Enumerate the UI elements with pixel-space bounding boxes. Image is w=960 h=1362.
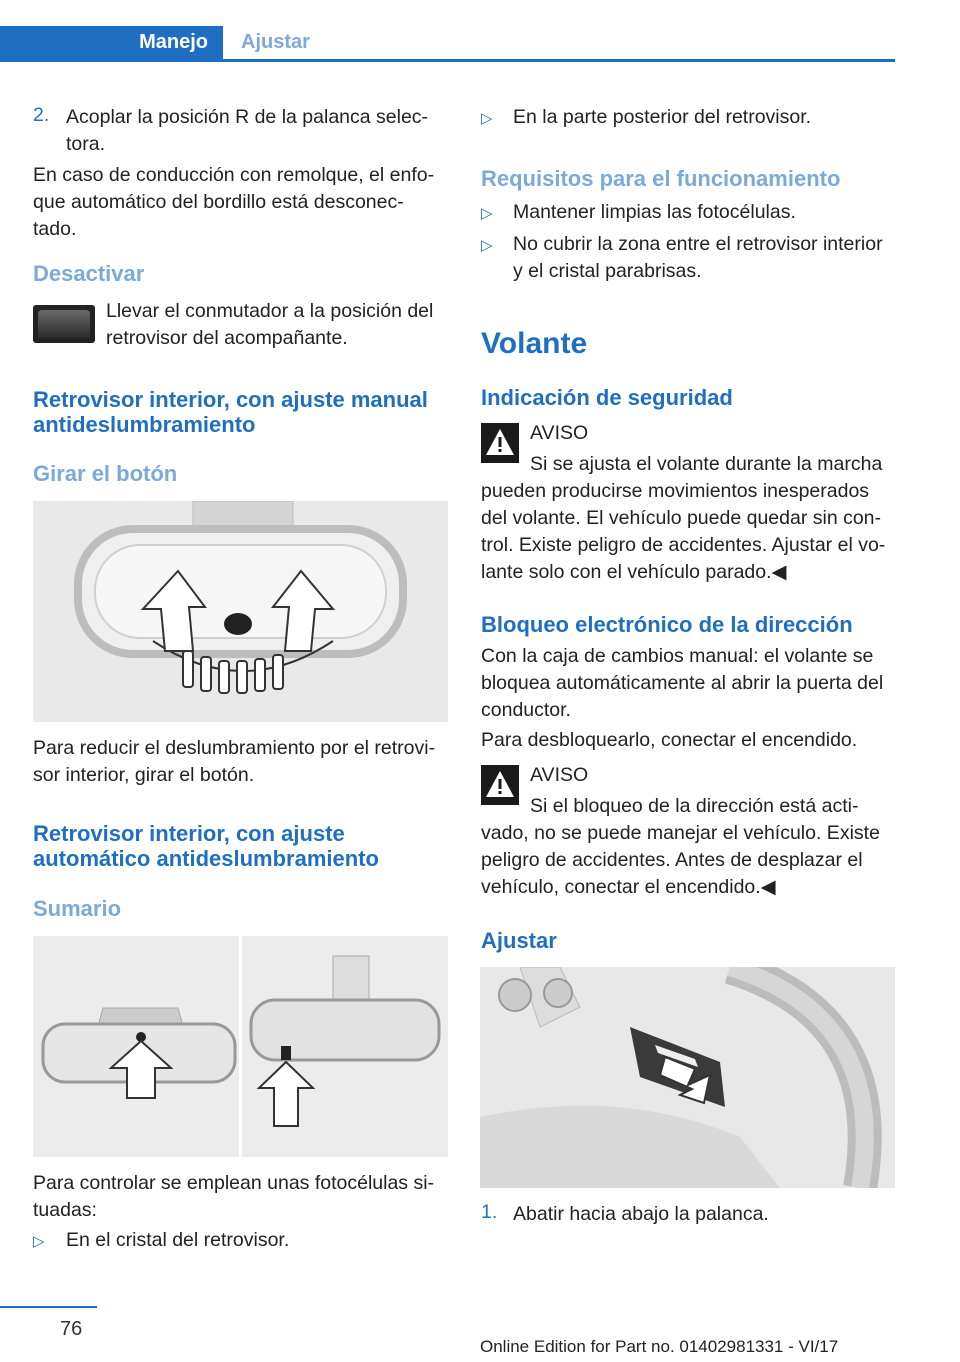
warning-icon (481, 765, 519, 805)
heading-auto: Retrovisor interior, con ajuste (33, 821, 345, 846)
heading-manual: antideslumbramiento (33, 412, 256, 437)
paragraph: conductor. (481, 699, 571, 721)
list-item: Mantener limpias las fotocélulas. (513, 201, 796, 223)
heading-girar: Girar el botón (33, 461, 178, 486)
paragraph: Con la caja de cambios manual: el volante se (481, 645, 874, 667)
heading-sumario: Sumario (33, 896, 122, 921)
mirror-knob-illustration (33, 501, 448, 722)
warning-text: Si el bloqueo de la dirección está acti‐ (530, 795, 859, 817)
paragraph: Para reducir el deslumbramiento por el retrovi‐ (33, 737, 436, 759)
list-item: y el cristal parabrisas. (513, 260, 702, 282)
heading-volante: Volante (481, 327, 588, 360)
step-text: tora. (66, 133, 106, 155)
tab-manejo[interactable]: Manejo (0, 26, 223, 59)
warning-text: vado, no se puede manejar el vehículo. Existe (481, 822, 880, 844)
steering-lever-illustration (480, 967, 895, 1188)
paragraph: Llevar el conmutador a la posición del (106, 300, 434, 322)
step-text: Abatir hacia abajo la palanca. (513, 1203, 769, 1225)
paragraph: bloquea automáticamente al abrir la puerta del (481, 672, 884, 694)
bullet-triangle-icon: ▷ (481, 110, 493, 127)
page-number: 76 (60, 1318, 83, 1340)
paragraph: tuadas: (33, 1199, 97, 1221)
heading-bloqueo: Bloqueo electrónico de la dirección (481, 612, 853, 637)
paragraph: retrovisor del acompañante. (106, 327, 348, 349)
warning-icon (481, 423, 519, 463)
paragraph: Para controlar se emplean unas fotocélulas si‐ (33, 1172, 435, 1194)
heading-auto: automático antideslumbramiento (33, 846, 379, 871)
warning-text: trol. Existe peligro de accidentes. Ajustar el vo‐ (481, 534, 886, 556)
paragraph: En caso de conducción con remolque, el enfo‐ (33, 164, 435, 186)
tab-ajustar[interactable]: Ajustar (241, 31, 310, 53)
list-item: No cubrir la zona entre el retrovisor interior (513, 233, 883, 255)
step-number: 1. (481, 1201, 498, 1223)
bullet-triangle-icon: ▷ (481, 237, 493, 254)
warning-text: Si se ajusta el volante durante la marcha (530, 453, 883, 475)
warning-text: lante solo con el vehículo parado.◀ (481, 561, 787, 583)
paragraph: Para desbloquearlo, conectar el encendido. (481, 729, 858, 751)
step-text: Acoplar la posición R de la palanca selec‐ (66, 106, 429, 128)
list-item: En la parte posterior del retrovisor. (513, 106, 812, 128)
heading-seguridad: Indicación de seguridad (481, 385, 733, 410)
warning-text: vehículo, conectar el encendido.◀ (481, 876, 776, 898)
header-rule (0, 59, 895, 62)
warning-label: AVISO (530, 764, 589, 786)
paragraph: sor interior, girar el botón. (33, 764, 255, 786)
edition-info: Online Edition for Part no. 01402981331 - VI/17 (480, 1337, 839, 1356)
paragraph: tado. (33, 218, 77, 240)
heading-ajustar: Ajustar (481, 928, 557, 953)
warning-label: AVISO (530, 422, 589, 444)
list-item: En el cristal del retrovisor. (66, 1229, 290, 1251)
heading-requisitos: Requisitos para el funcionamiento (481, 166, 841, 191)
heading-manual: Retrovisor interior, con ajuste manual (33, 387, 428, 412)
warning-text: pueden producirse movimientos inesperados (481, 480, 870, 502)
warning-text: del volante. El vehículo puede quedar sin con‐ (481, 507, 882, 529)
bullet-triangle-icon: ▷ (33, 1233, 45, 1250)
warning-text: peligro de accidentes. Antes de desplazar el (481, 849, 863, 871)
footer-rule (0, 1306, 97, 1308)
bullet-triangle-icon: ▷ (481, 205, 493, 222)
switch-icon (33, 305, 95, 343)
photocell-illustration (33, 936, 448, 1157)
step-number: 2. (33, 104, 50, 126)
heading-desactivar: Desactivar (33, 261, 145, 286)
paragraph: que automático del bordillo está desconec‐ (33, 191, 404, 213)
